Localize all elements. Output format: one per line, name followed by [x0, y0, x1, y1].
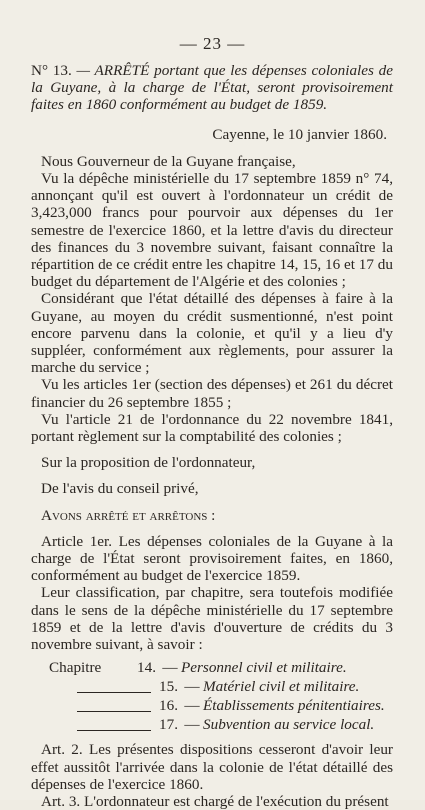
document-body — [31, 62, 393, 810]
chapter-lead: Chapitre — [49, 659, 102, 677]
chapter-row — [31, 697, 393, 716]
paragraph-article-2: Art. 2. Les présentes dispositions cesseront d'avoir leur effet aussitôt l'arrivée dans la colonie de l'état détaillé des dépenses de l'exercice 1860. — [31, 741, 393, 793]
paragraph-governor: Nous Gouverneur de la Guyane française, — [41, 152, 296, 170]
chapter-dash: — — [184, 678, 200, 696]
chapter-dash: — — [184, 697, 200, 715]
paragraph-proposition: Sur la proposition de l'ordonnateur, — [41, 454, 256, 472]
paragraph-classification: Leur classification, par chapitre, sera toutefois modifiée dans le sens de la dépêche ministérielle du 17 septembre 1859 et de la lettre d'avis d'ouverture de crédits du 3 novembre suivant, à savoir : — [31, 584, 393, 654]
chapter-number: 17. — [159, 716, 178, 734]
paragraph-article-1: Article 1er. Les dépenses coloniales de la Guyane à la charge de l'État seront provisoirement faites, en 1860, conformément au budget de l'exercice 1859. — [31, 532, 393, 585]
ditto-rule — [77, 702, 151, 712]
chapter-title: Subvention au service local. — [203, 716, 375, 734]
paragraph-article-3: Art. 3. L'ordonnateur est chargé de l'exécution du présent — [41, 792, 389, 810]
chapter-row — [31, 678, 393, 697]
chapter-title: Établissements pénitentiaires. — [203, 697, 385, 715]
chapter-number: 16. — [159, 697, 178, 715]
paragraph-articles: Vu les articles 1er (section des dépenses) et 261 du décret financier du 26 septembre 1855 ; — [31, 376, 393, 411]
chapter-title: Matériel civil et militaire. — [203, 678, 360, 696]
chapter-title: Personnel civil et militaire. — [181, 659, 347, 677]
chapter-number: 15. — [159, 678, 178, 696]
page-number: — 23 — — [179, 34, 246, 53]
decree-title: — ARRÊTÉ portant que les dépenses coloniales de la Guyane, à la charge de l'État, seront provisoirement faites en 1860 conformément au budget de 1859. — [31, 62, 394, 114]
chapter-dash: — — [162, 659, 178, 677]
chapter-dash: — — [184, 716, 200, 734]
ditto-rule — [77, 683, 151, 693]
decree-number: N° 13. — [31, 62, 72, 79]
paragraph-avis: De l'avis du conseil privé, — [41, 480, 199, 498]
chapter-row — [31, 659, 393, 678]
paragraph-ordonnance: Vu l'article 21 de l'ordonnance du 22 novembre 1841, portant règlement sur la comptabilité des colonies ; — [31, 410, 393, 446]
dateline: Cayenne, le 10 janvier 1860. — [212, 125, 387, 143]
paragraph-considerant: Considérant que l'état détaillé des dépenses à faire à la Guyane, au moyen du crédit susmentionné, n'est point encore parvenu dans la colonie, et qu'il y a lieu d'y suppléer, conformément aux règlements, pour assurer la marche du service ; — [31, 290, 393, 377]
ditto-rule — [77, 721, 151, 731]
chapter-row — [31, 716, 393, 735]
chapter-number: 14. — [137, 659, 156, 677]
paragraph-depeche: Vu la dépêche ministérielle du 17 septembre 1859 n° 74, annonçant qu'il est ouvert à l'ordonnateur un crédit de 3,423,000 francs pour pourvoir aux dépenses du 1er semestre de l'exercice 1860, et la lettre d'avis du directeur des finances du 3 novembre suivant, faisant connaître la répartition de ce crédit entre les chapitre 14, 15, 16 et 17 du budget du département de l'Algérie et des colonies ; — [31, 170, 393, 291]
chapter-list — [31, 659, 393, 735]
decree-header — [31, 62, 393, 114]
paragraph-arretons: Avons arrêté et arrêtons : — [41, 506, 216, 524]
